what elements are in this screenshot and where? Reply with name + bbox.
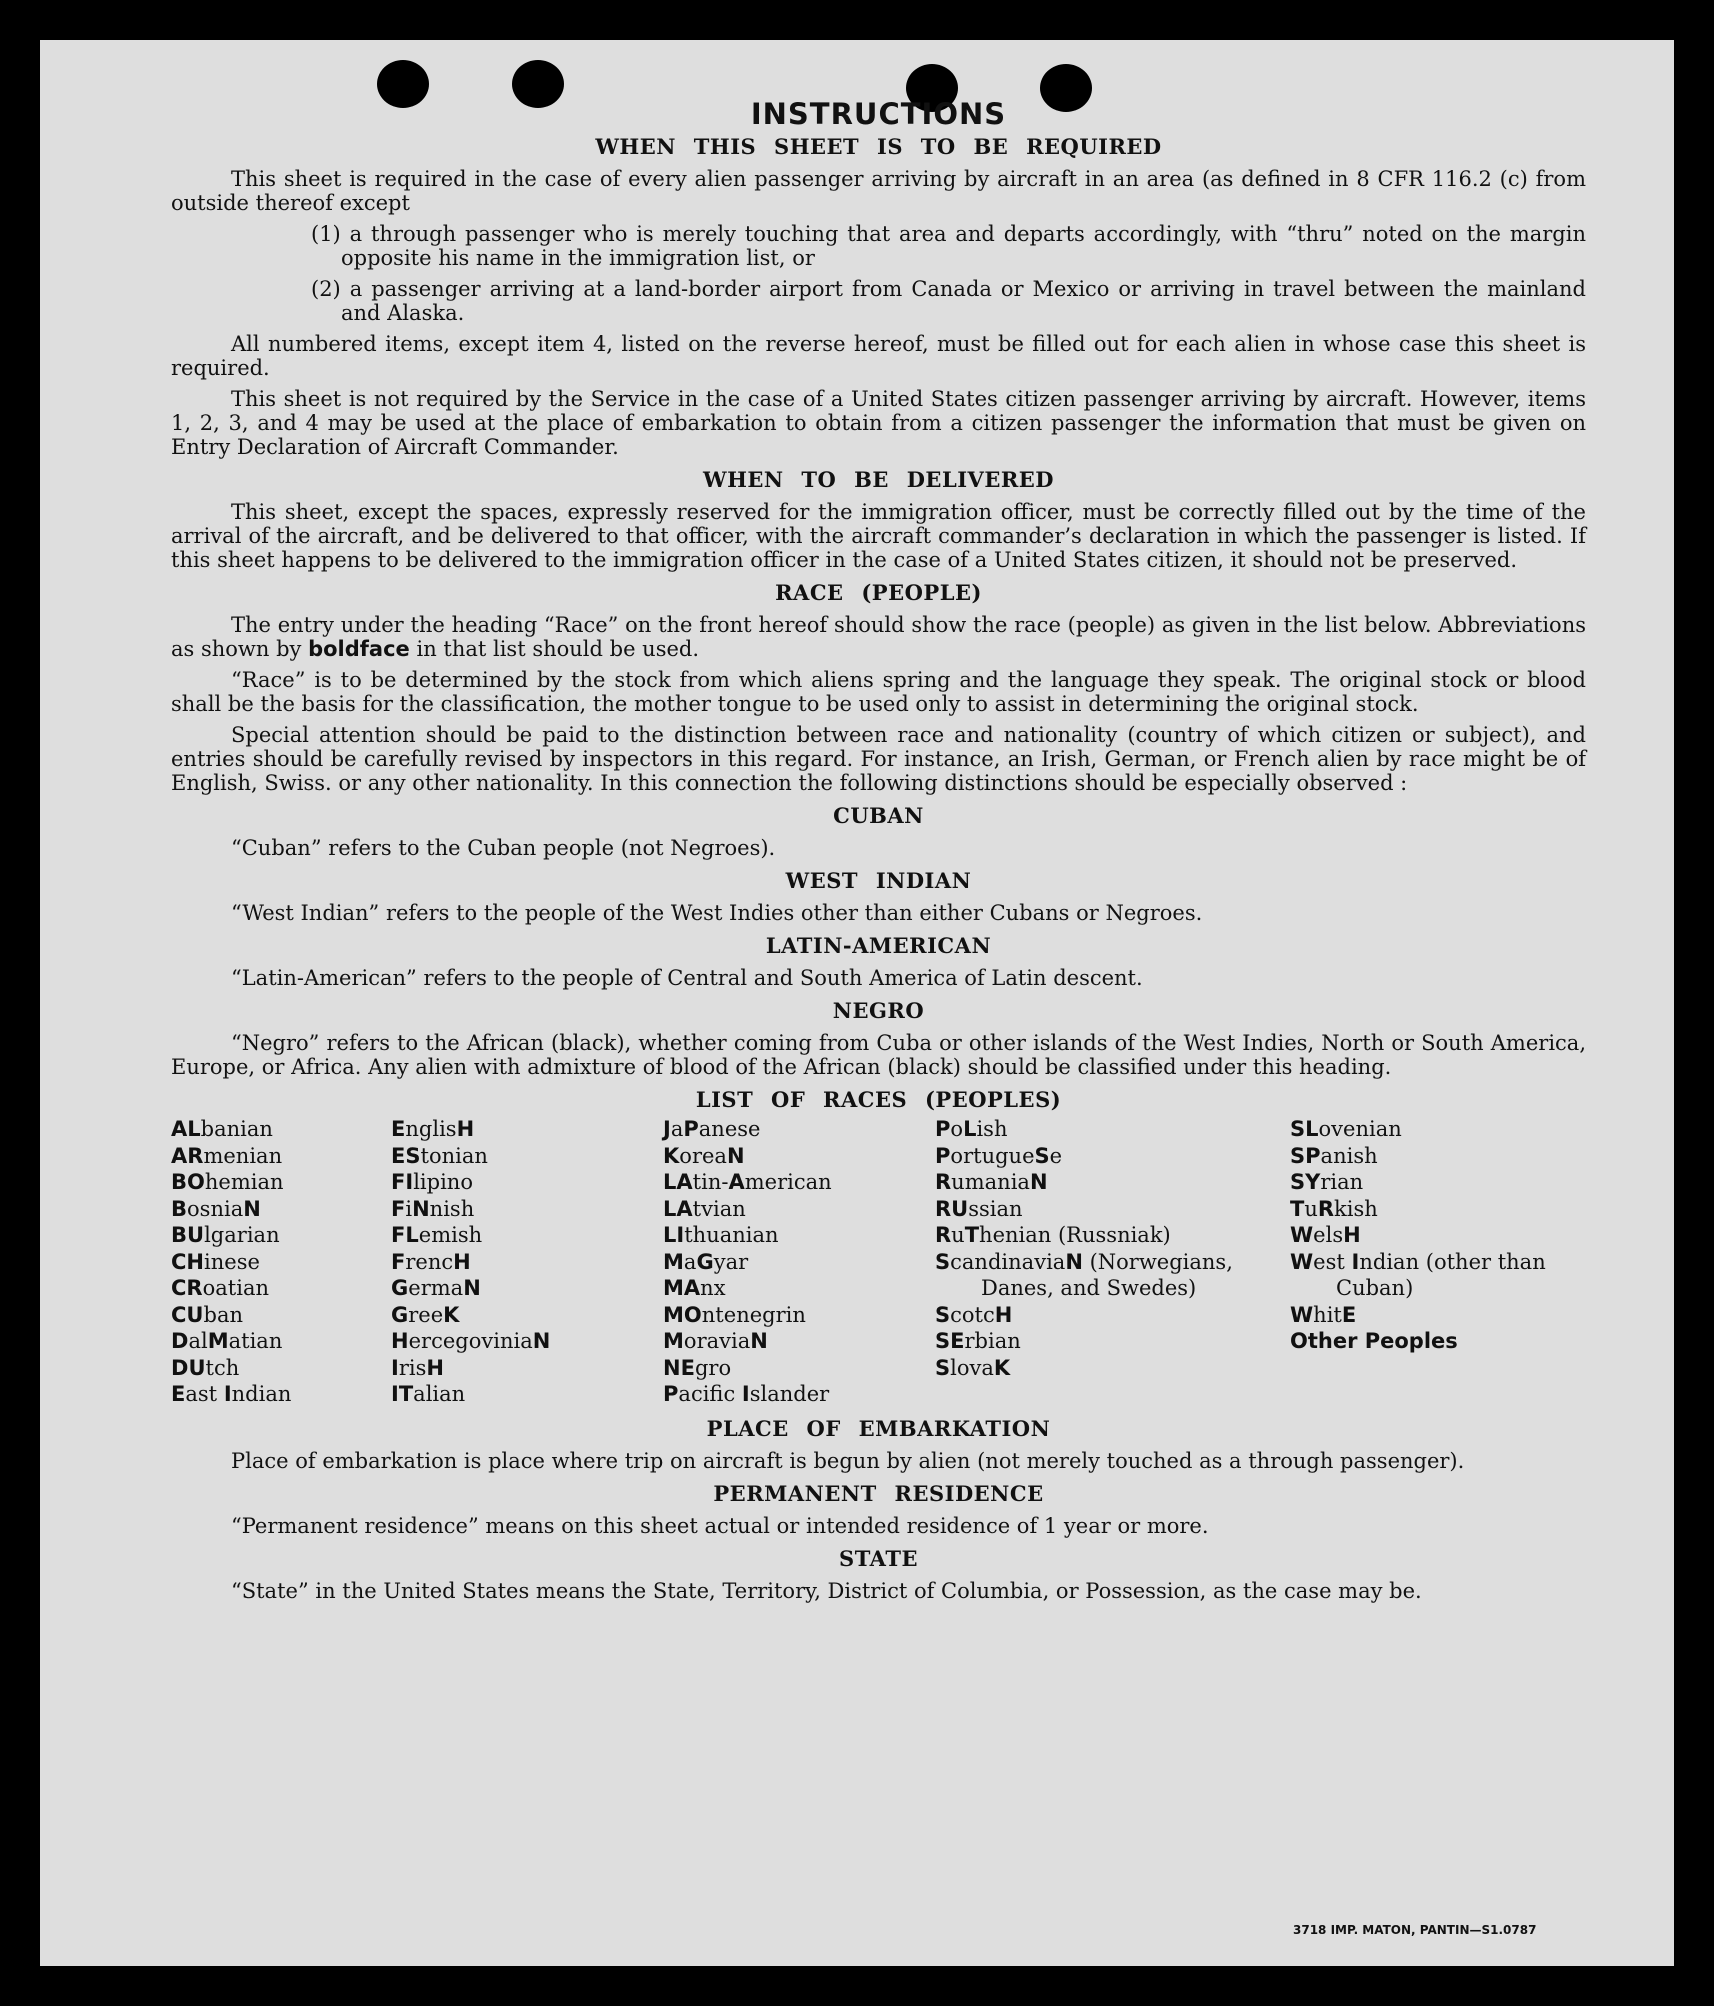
race-entry: ScotcH — [935, 1302, 1013, 1327]
race-entry: FIlipino — [391, 1170, 473, 1194]
race-entry: BOhemian — [171, 1170, 284, 1194]
race-column — [663, 1116, 935, 1408]
race-column — [1290, 1116, 1586, 1408]
section-heading: LATIN-AMERICAN — [765, 933, 992, 958]
race-entry: MAnx — [663, 1276, 726, 1300]
race-entry: SYrian — [1290, 1170, 1364, 1194]
race-entry: CRoatian — [171, 1276, 270, 1300]
section-heading: PERMANENT RESIDENCE — [713, 1480, 1044, 1506]
race-entry: SLovenian — [1290, 1117, 1402, 1141]
paragraph: “Latin-American” refers to the people of Central and South America of Latin descent. — [231, 966, 1143, 990]
race-entry: FrencH — [391, 1249, 471, 1274]
paragraph: “Permanent residence” means on this sheet actual or intended residence of 1 year or more. — [231, 1513, 1209, 1538]
race-entry: East Indian — [171, 1382, 292, 1406]
race-entry: ARmenian — [171, 1143, 283, 1168]
race-entry: JaPanese — [663, 1117, 761, 1141]
race-entry: SPanish — [1290, 1143, 1378, 1168]
race-entry: NEgro — [663, 1355, 732, 1380]
section-heading: NEGRO — [832, 998, 925, 1023]
race-entry: ScandinaviaN (Norwegians, Danes, and Swedes) — [935, 1249, 1233, 1300]
section-heading: CUBAN — [833, 803, 924, 828]
section-heading: WHEN THIS SHEET IS TO BE REQUIRED — [595, 134, 1162, 159]
race-entry: Other Peoples — [1290, 1329, 1458, 1353]
race-entry: FLemish — [391, 1223, 483, 1247]
race-entry: PortugueSe — [935, 1143, 1063, 1168]
race-entry: EnglisH — [391, 1117, 475, 1141]
section-heading: RACE (PEOPLE) — [775, 580, 982, 605]
section-heading: STATE — [839, 1545, 918, 1571]
race-entry: BUlgarian — [171, 1223, 280, 1247]
race-entry: EStonian — [391, 1143, 488, 1168]
race-entry: DUtch — [171, 1355, 240, 1380]
paragraph: Special attention should be paid to the distinction between race and nationality (country of which citizen or subject), and entries should be carefully revised by inspectors in this regard. For instance, an Irish, German, or French alien by race might be of English, Swiss. or any other nationality. In this connection the following distinctions should be especially observed : — [171, 723, 1586, 795]
section-heading: WHEN TO BE DELIVERED — [702, 467, 1054, 492]
race-entry: LIthuanian — [663, 1223, 779, 1247]
punch-hole — [512, 60, 564, 108]
paragraph: This sheet is not required by the Service in the case of a United States citizen passenger arriving by aircraft. However, items 1, 2, 3, and 4 may be used at the place of embarkation to obtain from a citizen passenger the information that must be given on Entry Declaration of Aircraft Commander. — [171, 387, 1586, 459]
race-entry: LAtvian — [663, 1196, 746, 1221]
paragraph: “Race” is to be determined by the stock from which aliens spring and the language they speak. The original stock or blood shall be the basis for the classification, the mother tongue to be used only to assist in determining the original stock. — [171, 668, 1586, 716]
race-entry: BosniaN — [171, 1196, 261, 1221]
instructions-body — [171, 97, 1586, 1610]
paragraph: “Negro” refers to the African (black), whether coming from Cuba or other islands of the West Indies, North or South America, Europe, or Africa. Any alien with admixture of blood of the African (black) should be classified under this heading. — [171, 1031, 1586, 1079]
race-entry: RUssian — [935, 1196, 1023, 1221]
paragraph: “State” in the United States means the State, Territory, District of Columbia, or Possession, as the case may be. — [231, 1578, 1422, 1603]
paragraph: This sheet is required in the case of every alien passenger arriving by aircraft in an area (as defined in 8 CFR 116.2 (c) from outside thereof except — [171, 167, 1586, 215]
race-entry: SErbian — [935, 1329, 1021, 1353]
race-entry: HercegoviniaN — [391, 1329, 551, 1353]
race-entry: CHinese — [171, 1249, 260, 1274]
race-entry: MOntenegrin — [663, 1302, 806, 1327]
race-entry: RuThenian (Russniak) — [935, 1223, 1171, 1247]
race-entry: RumaniaN — [935, 1170, 1048, 1194]
race-entry: ITalian — [391, 1382, 466, 1406]
race-entry: IrisH — [391, 1355, 444, 1380]
text-run: The entry under the heading “Race” on the front hereof should show the race (people) as given in the list below. Abbreviations as shown by — [171, 613, 1586, 661]
race-entry: ALbanian — [171, 1117, 273, 1141]
paragraph: “Cuban” refers to the Cuban people (not Negroes). — [231, 836, 776, 860]
page-title: INSTRUCTIONS — [750, 97, 1007, 131]
race-entry: PoLish — [935, 1117, 1008, 1141]
race-entry: TuRkish — [1290, 1196, 1378, 1221]
exception-item: (1) a through passenger who is merely touching that area and departs accordingly, with “thru” noted on the margin opposite his name in the immigration list, or — [311, 222, 1586, 270]
race-entry: FiNnish — [391, 1196, 475, 1221]
race-entry: DalMatian — [171, 1329, 283, 1353]
race-entry: LAtin-American — [663, 1170, 832, 1194]
exception-item: (2) a passenger arriving at a land-border airport from Canada or Mexico or arriving in travel between the mainland and Alaska. — [311, 277, 1586, 325]
race-entry: WelsH — [1290, 1223, 1361, 1247]
paragraph: This sheet, except the spaces, expressly reserved for the immigration officer, must be correctly filled out by the time of the arrival of the aircraft, and be delivered to that officer, with the aircraft commander’s declaration in which the passenger is listed. If this sheet happens to be delivered to the immigration officer in the case of a United States citizen, it should not be preserved. — [171, 500, 1586, 572]
race-entry: WhitE — [1290, 1302, 1357, 1327]
race-entry: GermaN — [391, 1276, 481, 1300]
race-entry: SlovaK — [935, 1355, 1011, 1380]
race-entry: KoreaN — [663, 1143, 745, 1168]
race-entry: MaGyar — [663, 1249, 749, 1274]
race-column — [935, 1116, 1290, 1408]
race-list — [171, 1116, 1586, 1408]
section-heading: LIST OF RACES (PEOPLES) — [695, 1087, 1062, 1112]
race-column — [391, 1116, 663, 1408]
race-entry: CUban — [171, 1302, 243, 1327]
boldface-word: boldface — [308, 637, 410, 661]
section-heading: WEST INDIAN — [785, 868, 972, 893]
document-page — [40, 40, 1674, 1966]
paragraph: “West Indian” refers to the people of the West Indies other than either Cubans or Negroes. — [231, 901, 1203, 925]
text-run: in that list should be used. — [416, 637, 700, 661]
race-entry: GreeK — [391, 1302, 460, 1327]
paragraph: Place of embarkation is place where trip on aircraft is begun by alien (not merely touched as a through passenger). — [231, 1448, 1465, 1473]
printer-imprint: 3718 IMP. MATON, PANTIN—S1.0787 — [1293, 1923, 1537, 1937]
race-entry: Pacifc Islander — [663, 1382, 830, 1406]
paragraph — [171, 613, 1586, 661]
race-entry: West Indian (other than Cuban) — [1290, 1249, 1546, 1300]
punch-hole — [377, 60, 429, 108]
section-heading: PLACE OF EMBARKATION — [706, 1415, 1051, 1441]
race-entry: MoraviaN — [663, 1329, 768, 1353]
paragraph: All numbered items, except item 4, listed on the reverse hereof, must be filled out for each alien in whose case this sheet is required. — [171, 332, 1586, 380]
race-column — [171, 1116, 391, 1408]
